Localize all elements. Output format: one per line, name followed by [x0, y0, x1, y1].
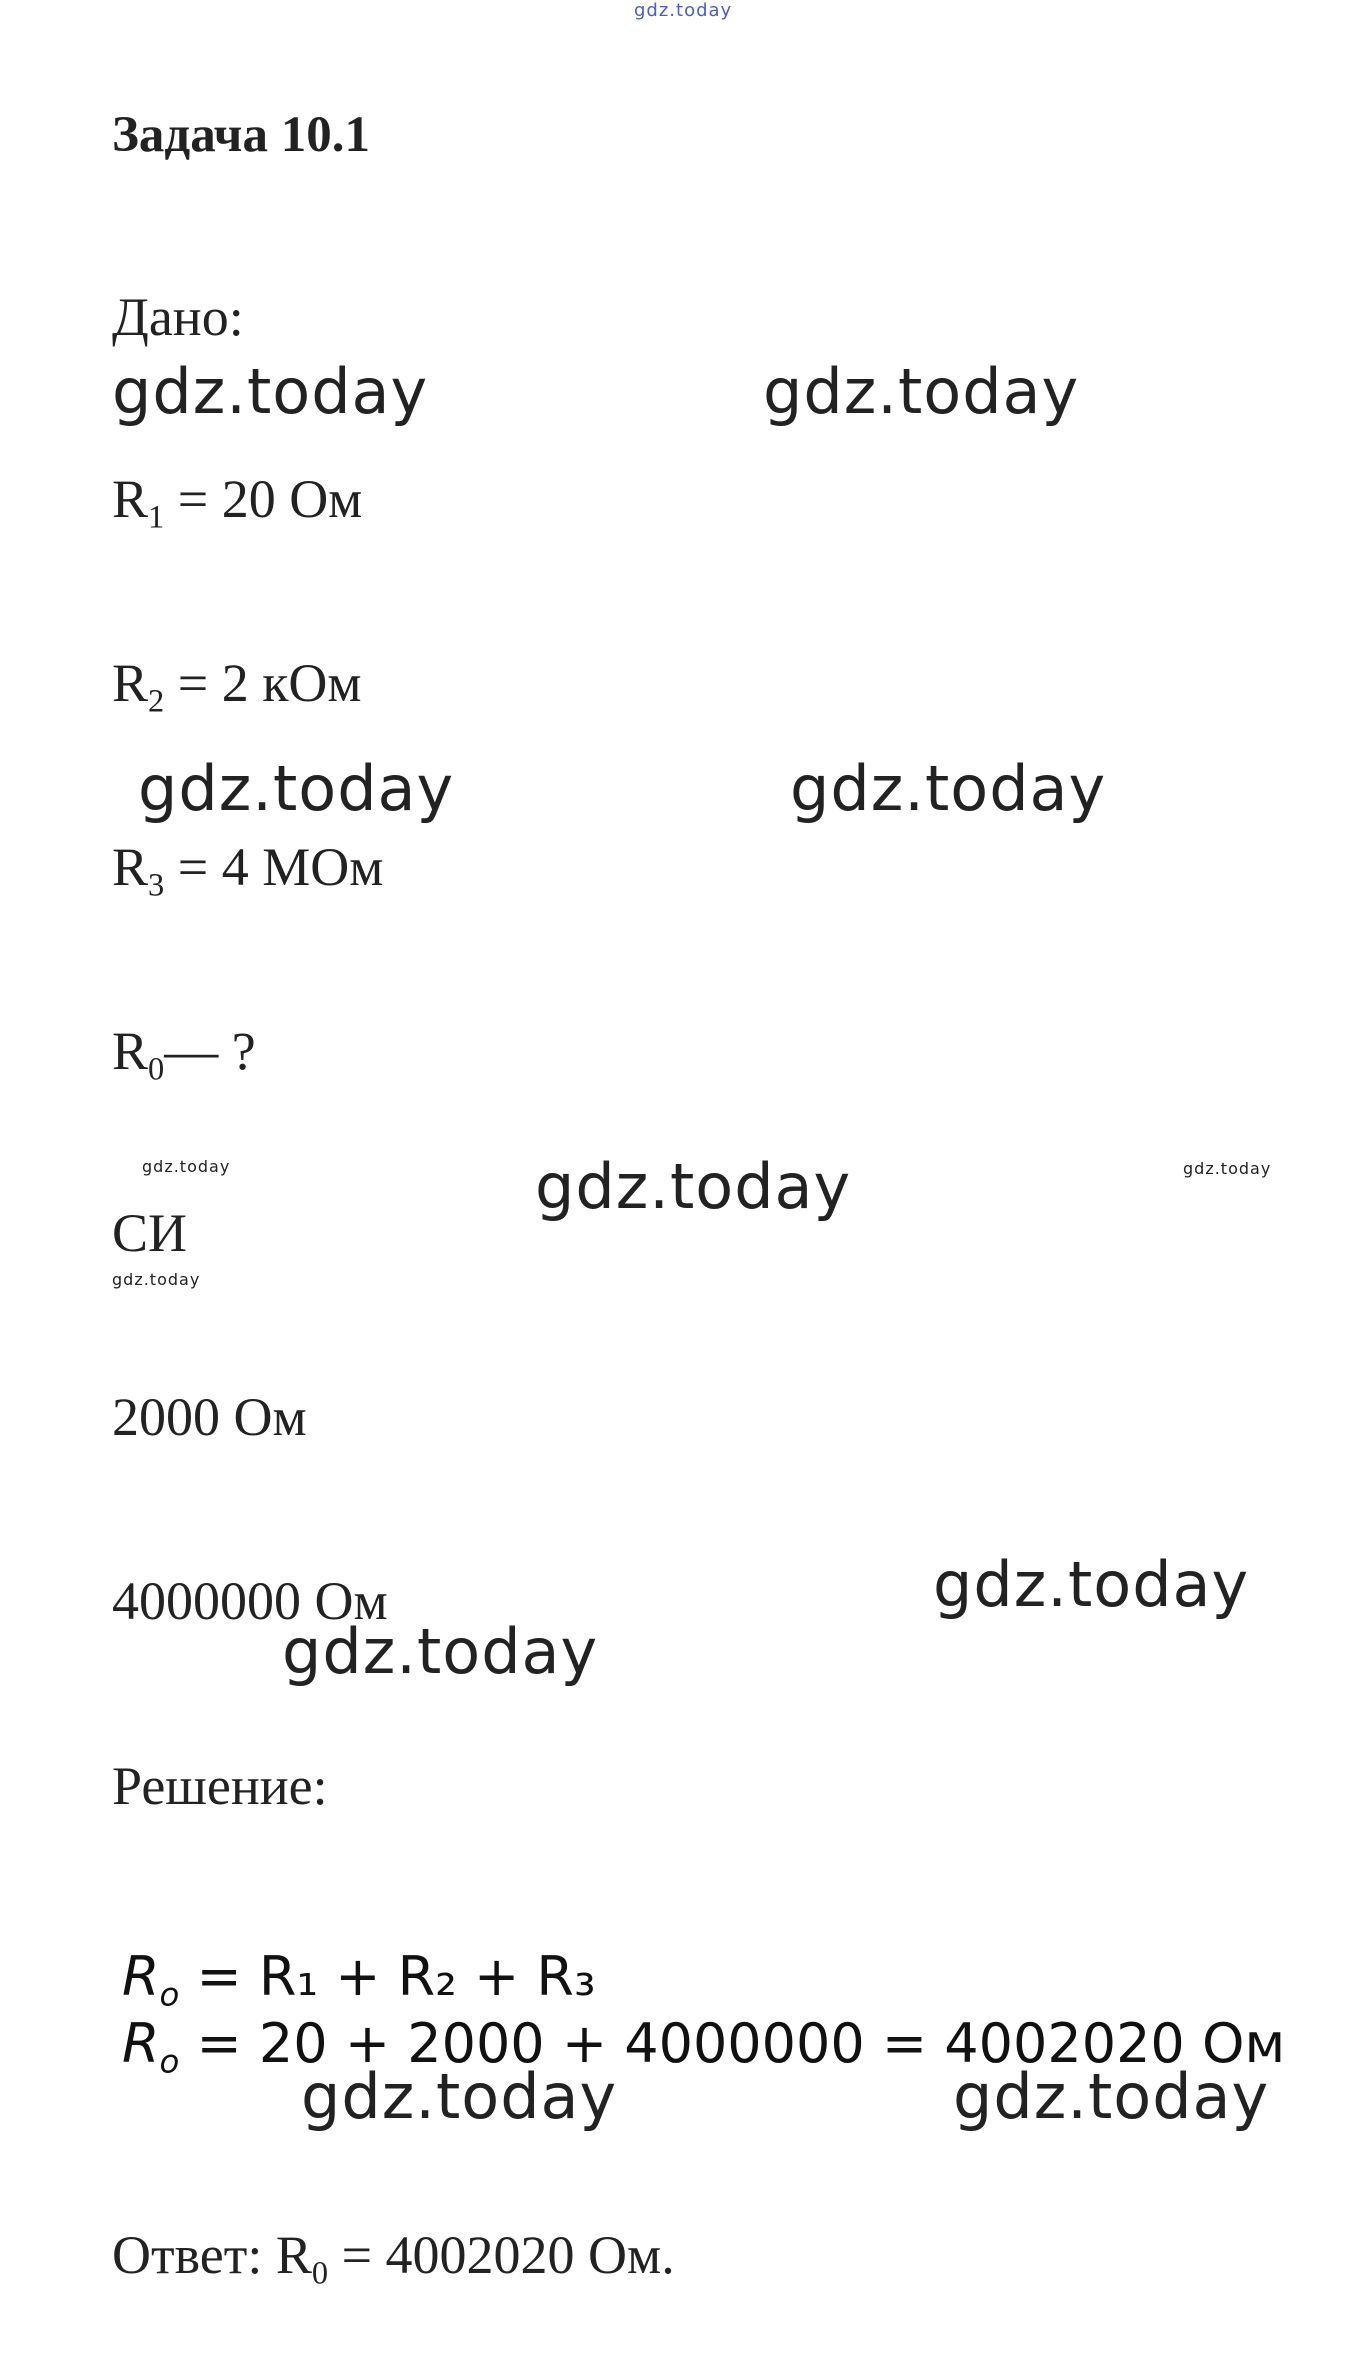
r3-symbol: R: [112, 837, 149, 897]
formula1-lhs-symbol: R: [122, 1945, 160, 2008]
formula2-lhs-index: o: [159, 2042, 180, 2081]
watermark: gdz.today: [282, 1615, 599, 1688]
formula-line-1: [122, 1945, 596, 2013]
solution-heading: Решение:: [112, 1756, 328, 1816]
formula2-lhs-symbol: R: [122, 2012, 160, 2075]
r3-index: 3: [148, 867, 165, 904]
watermark-small: gdz.today: [142, 1157, 231, 1176]
r1-symbol: R: [112, 469, 149, 529]
given-unknown: [112, 1020, 256, 1088]
given-r1: [112, 468, 362, 536]
r2-value: = 2 кОм: [164, 653, 362, 713]
r2-index: 2: [148, 683, 165, 720]
watermark: gdz.today: [933, 1548, 1250, 1621]
r2-symbol: R: [112, 653, 149, 713]
watermark: gdz.today: [953, 2060, 1270, 2133]
r0-question: — ?: [164, 1021, 256, 1081]
watermark: gdz.today: [763, 355, 1080, 428]
watermark: gdz.today: [112, 355, 429, 428]
si-value-2: 4000000 Ом: [112, 1571, 388, 1631]
watermark-small: gdz.today: [1183, 1159, 1272, 1178]
r3-value: = 4 МОм: [164, 837, 384, 897]
formula1-rhs: = R₁ + R₂ + R₃: [179, 1945, 596, 2008]
watermark-top: gdz.today: [634, 0, 733, 21]
r1-value: = 20 Ом: [164, 469, 363, 529]
formula-line-2: [122, 2012, 1285, 2080]
page-title: Задача 10.1: [112, 107, 370, 163]
watermark: gdz.today: [301, 2060, 618, 2133]
answer: [112, 2224, 675, 2292]
given-r2: [112, 652, 362, 720]
si-heading: СИ: [112, 1203, 188, 1263]
given-heading: Дано:: [112, 287, 244, 347]
watermark-small: gdz.today: [112, 1270, 201, 1289]
formula2-rhs: = 20 + 2000 + 4000000 = 4002020 Ом: [179, 2012, 1286, 2075]
answer-value: = 4002020 Ом.: [328, 2225, 675, 2285]
given-r3: [112, 836, 383, 904]
watermark: gdz.today: [535, 1150, 852, 1223]
answer-prefix: Ответ: R: [112, 2225, 312, 2285]
watermark: gdz.today: [138, 752, 455, 825]
r0-symbol: R: [112, 1021, 149, 1081]
answer-index: 0: [311, 2255, 329, 2292]
r1-index: 1: [148, 499, 165, 536]
si-value-1: 2000 Ом: [112, 1387, 307, 1447]
r0-index: 0: [148, 1051, 165, 1088]
formula1-lhs-index: o: [159, 1975, 180, 2014]
watermark: gdz.today: [790, 752, 1107, 825]
